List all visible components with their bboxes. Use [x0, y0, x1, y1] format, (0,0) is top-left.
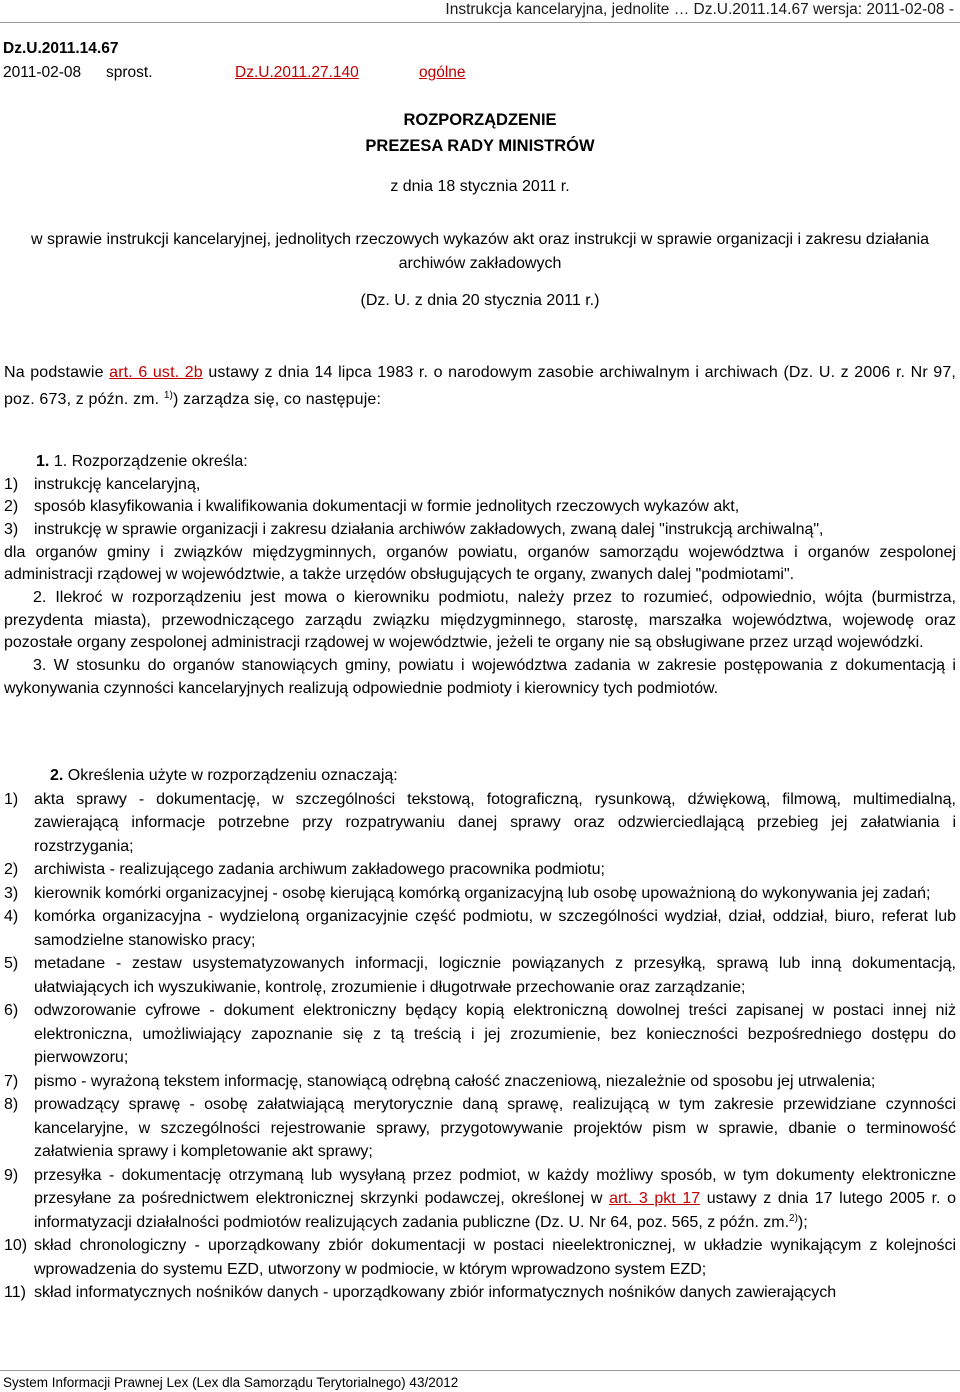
- doc-date: z dnia 18 stycznia 2011 r.: [390, 178, 570, 195]
- title-line-2: PREZESA RADY MINISTRÓW: [365, 137, 595, 155]
- amendment-link[interactable]: Dz.U.2011.27.140: [235, 64, 359, 81]
- act-ref: Dz.U.2011.14.67: [3, 40, 119, 57]
- footer-divider: [0, 1370, 960, 1371]
- ezp-statute-link[interactable]: art. 3 pkt 17: [609, 1190, 701, 1207]
- par1-label: 1.: [36, 453, 50, 470]
- act-reference: [3, 40, 118, 58]
- header-divider: [0, 22, 960, 23]
- par1-item-no: 1.: [53, 453, 68, 470]
- definition-item: 11) skład informatycznych nośników danych - uporządkowany zbiór informatycznych nośników danych zawierających: [4, 1284, 837, 1301]
- definition-item: 3) kierownik komórki organizacyjnej - osobę kierującą komórką organizacyjną lub osobę upoważnioną do wykonywania jej zadań;: [4, 884, 931, 902]
- par1-lead: Rozporządzenie określa:: [71, 453, 248, 470]
- doc-publication: (Dz. U. z dnia 20 stycznia 2011 r.): [360, 292, 600, 309]
- paragraph-1: [4, 451, 956, 701]
- scope-link[interactable]: ogólne: [419, 64, 466, 81]
- definition-item: 7) pismo - wyrażoną tekstem informację, stanowiącą odrębną całość znaczeniową, niezależnie od sposobu jej utrwalenia;: [4, 1072, 876, 1090]
- definition-item: 1) akta sprawy - dokumentację, w szczególności tekstową, fotograficzną, rysunkową, dźwiękową, filmową, multimedialną, zawierającą informacje potrzebne przy rozpatrywaniu danej sprawy oraz odzwierciedlającą przebieg jej załatwiania i rozstrzygania;: [4, 790, 956, 855]
- definition-item: 10) skład chronologiczny - uporządkowany zbiór dokumentacji w postaci nieelektronicznej, w układzie wynikającym z kolejności wprowadzenia do systemu EZD, utworzony w podmiocie, w którym wprowadzono system EZD;: [4, 1237, 956, 1278]
- preamble: Na podstawie art. 6 ust. 2b ustawy z dnia 14 lipca 1983 r. o narodowym zasobie archiwalnym i archiwach (Dz. U. z 2006 r. Nr 97, poz. 673, z późn. zm. $^{1)}$) zarządza się, co następuje:: [4, 364, 957, 408]
- doc-title: [0, 107, 960, 159]
- doc-subject: w sprawie instrukcji kancelaryjnej, jednolitych rzeczowych wykazów akt oraz instrukcji w sprawie organizacji i zakresu działania archiwów zakładowych: [30, 231, 930, 272]
- title-line-1: ROZPORZĄDZENIE: [403, 111, 557, 129]
- definition-item: 4) komórka organizacyjna - wydzieloną organizacyjnie część podmiotu, w szczególności wydział, dział, oddział, biuro, referat lub samodzielne stanowisko pracy;: [4, 908, 956, 949]
- footnote-ref[interactable]: 1): [163, 390, 174, 401]
- running-header: Instrukcja kancelaryjna, jednolite … Dz.U.2011.14.67 wersja: 2011-02-08 -: [445, 1, 954, 18]
- definition-item: 8) prowadzący sprawę - osobę załatwiającą merytorycznie daną sprawę, realizującą w tym zakresie przewidziane czynności kancelaryjne, w szczególności rejestrowanie sprawy, przygotowywanie projektów pism w sprawie, dbanie o terminowość załatwienia sprawy i kompletowanie akt sprawy;: [4, 1096, 956, 1160]
- par2-label: 2.: [50, 767, 64, 784]
- par1-scope: dla organów gminy i związków międzygminnych, organów powiatu, organów samorządu województwa i organów zespolonej administracji rządowej w województwie, a także urzędów obsługujących te organy, zwanych dalej "podmiotami".: [4, 543, 956, 584]
- par1-item-3: 3. W stosunku do organów stanowiących gminy, powiatu i województwa zadania w zakresie postępowania z dokumentacją i wykonywania czynności kancelaryjnych realizują odpowiednie podmioty i kierownicy tych podmiotów.: [4, 657, 956, 697]
- footer: System Informacji Prawnej Lex (Lex dla Samorządu Terytorialnego) 43/2012: [3, 1375, 459, 1390]
- version-date: 2011-02-08: [3, 64, 82, 81]
- definition-item: 6) odwzorowanie cyfrowe - dokument elektroniczny będący kopią elektroniczną dowolnej treści zapisanej w postaci innej niż elektroniczna, umożliwiający zapoznanie się z tą treścią i jej zrozumienie, bez konieczności bezpośredniego dostępu do pierwowzoru;: [4, 1002, 956, 1066]
- par1-item: 2) sposób klasyfikowania i kwalifikowania dokumentacji w formie jednolitych rzeczowych wykazów akt,: [4, 498, 740, 516]
- version-type: sprost.: [106, 64, 153, 81]
- definition-item: 9) przesyłka - dokumentację otrzymaną lub wysyłaną przez podmiot, w każdy możliwy sposób, w tym dokumenty elektroniczne przesyłane za pośrednictwem elektronicznej skrzynki podawczej, określonej w art. 3 pkt 17 ustawy z dnia 17 lutego 2005 r. o informatyzacji działalności podmiotów realizujących zadania publiczne (Dz. U. Nr 64, poz. 565, z późn. zm.$^{2)}$);: [4, 1166, 957, 1231]
- definition-item: 5) metadane - zestaw usystematyzowanych informacji, logicznie powiązanych z przesyłką, sprawą lub inną dokumentacją, ułatwiających ich wyszukiwanie, kontrolę, zrozumienie i długotrwałe przechowanie oraz zarządzanie;: [4, 955, 956, 996]
- par1-item: 3) instrukcję w sprawie organizacji i zakresu działania archiwów zakładowych, zwaną dalej "instrukcją archiwalną",: [4, 520, 824, 538]
- footnote-ref[interactable]: 2): [789, 1212, 798, 1224]
- par2-lead: Określenia użyte w rozporządzeniu oznaczają:: [67, 767, 398, 784]
- par1-item-2: 2. Ilekroć w rozporządzeniu jest mowa o kierowniku podmiotu, należy przez to rozumieć, odpowiednio, wójta (burmistrza, prezydenta miasta), przewodniczącego zarządu związku międzygminnego, starostę, marszałka województwa, wojewodę oraz pozostałe organy zespolonej administracji rządowej w województwie, jeżeli te organy nie są obsługiwane przez urząd wojewódzki.: [4, 589, 957, 652]
- version-row: [3, 64, 466, 82]
- par1-item: 1) instrukcję kancelaryjną,: [4, 475, 201, 493]
- paragraph-2: [4, 764, 956, 1305]
- definition-item: 2) archiwista - realizującego zadania archiwum zakładowego pracownika podmiotu;: [4, 861, 605, 878]
- statute-link[interactable]: art. 6 ust. 2b: [109, 364, 203, 381]
